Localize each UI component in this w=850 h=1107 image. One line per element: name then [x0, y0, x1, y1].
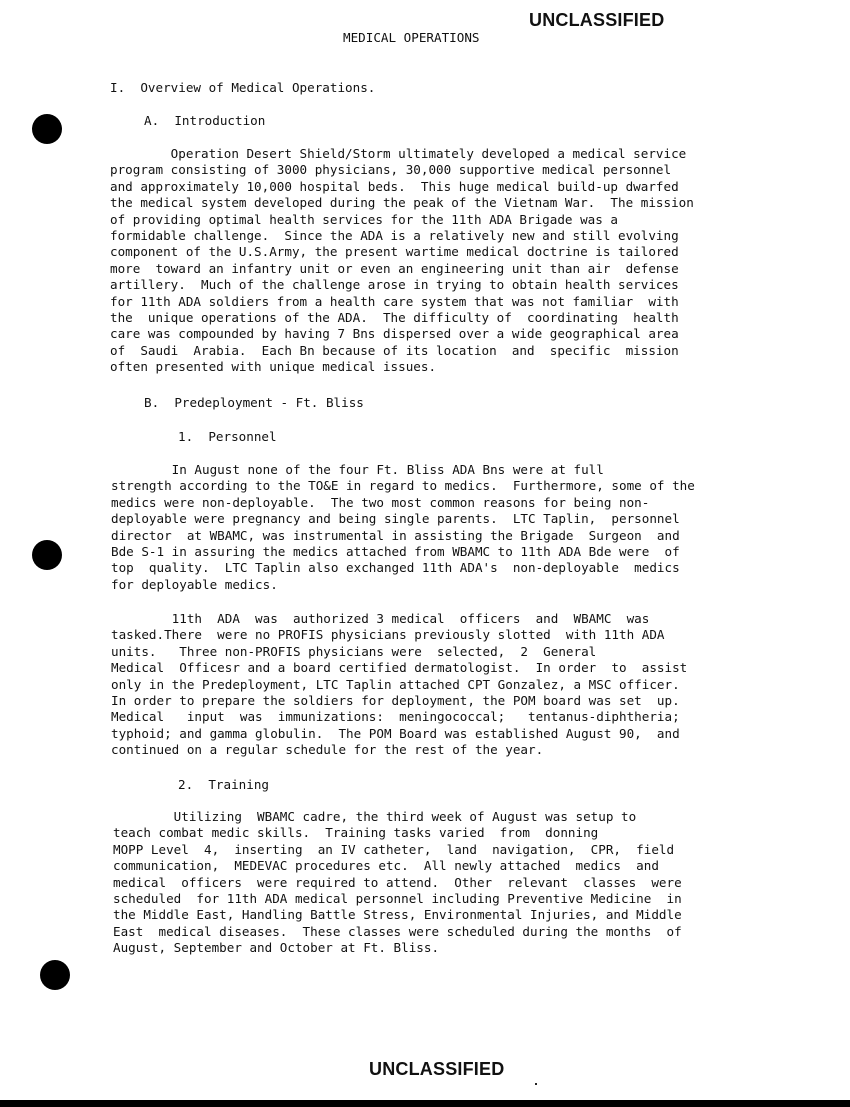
item-heading-training: 2. Training: [178, 777, 269, 792]
scan-bottom-edge: [0, 1100, 850, 1107]
subsection-heading-introduction: A. Introduction: [144, 113, 266, 128]
item-heading-personnel: 1. Personnel: [178, 429, 277, 444]
personnel-paragraph-1: In August none of the four Ft. Bliss ADA Bns were at full strength according to the TO&E in regard to medics. Furthermore, some of the medics were non-deployable. The two most common reasons for being non- deployable were pregnancy and being single parents. LTC Taplin, personnel director at WBAMC, was instrumental in assisting the Brigade Surgeon and Bde S-1 in assuring the medics attached from WBAMC to 11th ADA Bde were of top quality. LTC Taplin also exchanged 11th ADA's non-deployable medics for deployable medics.: [111, 462, 695, 592]
scan-speck: [535, 1083, 537, 1085]
binder-hole-bottom: [40, 960, 70, 990]
classification-marking-top: UNCLASSIFIED: [529, 10, 665, 30]
binder-hole-top: [32, 114, 62, 144]
classification-marking-bottom: UNCLASSIFIED: [369, 1059, 505, 1079]
section-heading: I. Overview of Medical Operations.: [110, 80, 376, 95]
training-paragraph: Utilizing WBAMC cadre, the third week of August was setup to teach combat medic skills. Training tasks varied from donning MOPP Level 4, inserting an IV catheter, land navigation, CPR, field communication, MEDEVAC procedures etc. All newly attached medics and medical officers were required to attend. Other relevant classes were scheduled for 11th ADA medical personnel including Preventive Medicine in the Middle East, Handling Battle Stress, Environmental Injuries, and Middle East medical diseases. These classes were scheduled during the months of August, September and October at Ft. Bliss.: [113, 809, 682, 956]
personnel-paragraph-2: 11th ADA was authorized 3 medical officers and WBAMC was tasked.There were no PROFIS physicians previously slotted with 11th ADA units. Three non-PROFIS physicians were selected, 2 General Medical Officesr and a board certified dermatologist. In order to assist only in the Predeployment, LTC Taplin attached CPT Gonzalez, a MSC officer. In order to prepare the soldiers for deployment, the POM board was set up. Medical input was immunizations: meningococcal; tentanus-diphtheria; typhoid; and gamma globulin. The POM Board was established August 90, and continued on a regular schedule for the rest of the year.: [111, 611, 688, 758]
binder-hole-middle: [32, 540, 62, 570]
subsection-heading-predeployment: B. Predeployment - Ft. Bliss: [144, 395, 364, 410]
introduction-paragraph: Operation Desert Shield/Storm ultimately developed a medical service program consisting of 3000 physicians, 30,000 supportive medical personnel and approximately 10,000 hospital beds. This huge medical build-up dwarfed the medical system developed during the peak of the Vietnam War. The mission of providing optimal health services for the 11th ADA Brigade was a formidable challenge. Since the ADA is a relatively new and still evolving component of the U.S.Army, the present wartime medical doctrine is tailored more toward an infantry unit or even an engineering unit than air defense artillery. Much of the challenge arose in trying to obtain health services for 11th ADA soldiers from a health care system that was not familiar with the unique operations of the ADA. The difficulty of coordinating health care was compounded by having 7 Bns dispersed over a wide geographical area of Saudi Arabia. Each Bn because of its location and specific mission often presented with unique medical issues.: [110, 146, 694, 375]
document-title: MEDICAL OPERATIONS: [343, 30, 480, 45]
